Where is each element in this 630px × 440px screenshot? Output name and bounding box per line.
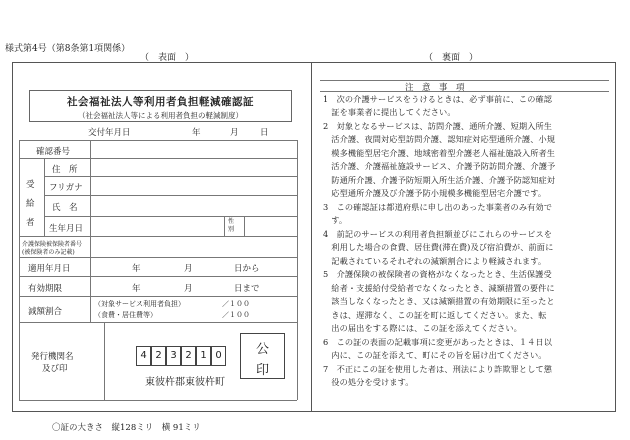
table-line: [19, 400, 297, 401]
table-line: [297, 140, 298, 400]
table-line: [19, 140, 297, 141]
table-line: [19, 140, 20, 400]
issuer-name: 東彼杵郡東彼杵町: [145, 377, 225, 388]
card-center-divider: [311, 62, 312, 412]
sex-label: 性別: [228, 218, 235, 233]
table-line: [19, 276, 297, 277]
furigana-label: フリガナ: [49, 183, 83, 193]
issuer-code-digit: 4: [136, 346, 151, 366]
note-line: 模多機能型居宅介護、地域密着型介護老人福祉施設入所者生: [323, 148, 556, 158]
table-line: [104, 322, 105, 400]
reduction-food-label: （食費・居住費等）: [94, 311, 157, 319]
issuer-code-digit: 2: [181, 346, 196, 366]
apply-year-label: 年: [132, 264, 141, 274]
table-line: [19, 257, 297, 258]
notes-heading-line: [320, 91, 609, 92]
valid-year-label: 年: [132, 284, 141, 294]
note-line: 1 次の介護サービスをうけるときは、必ず事前に、この確認: [323, 94, 553, 104]
reduction-service-label: （対象サービス利用者負担）: [94, 300, 185, 308]
reduction-service-rate: ／１００: [222, 300, 250, 308]
front-side-label: （ 表面 ）: [140, 53, 195, 63]
issuer-code-digit: 2: [151, 346, 166, 366]
insured-number-label: 介護保険被保険者番号: [22, 241, 83, 248]
note-line: 活介護、介護福祉施設サービス、介護予防訪問介護、介護予: [323, 161, 556, 171]
note-line: 3 この確認証は都道府県に申し出のあった事業者のみ有効で: [323, 202, 552, 212]
note-line: 防通所介護、介護予防短期入所生活介護、介護予防認知症対: [323, 175, 556, 185]
note-line: きは、遅滞なく、この証を町に返してください。また、転: [323, 310, 547, 320]
back-side-label: （ 裏面 ）: [424, 53, 479, 63]
note-line: す。: [323, 215, 348, 225]
table-line: [44, 216, 297, 217]
note-line: 2 対象となるサービスは、訪問介護、通所介護、短期入所生: [323, 121, 553, 131]
note-line: 記載されているそれぞれの減額割合により軽減されます。: [323, 256, 547, 266]
note-line: 役の処分を受けます。: [323, 377, 414, 387]
table-line: [244, 216, 245, 236]
notes-heading: 注 意 事 項: [405, 83, 465, 93]
table-line: [19, 322, 297, 323]
note-line: 内に、この証を添えて、町にその旨を届け出てください。: [323, 350, 547, 360]
table-line: [19, 236, 297, 237]
valid-month-label: 月: [184, 284, 193, 294]
insured-number-note: (被保険者のみ記載): [22, 249, 75, 256]
recipient-label: 受給者: [26, 180, 35, 228]
reduction-rate-label: 減額割合: [28, 307, 63, 317]
card-title: 社会福祉法人等利用者負担軽減確認証: [67, 96, 254, 108]
official-seal-box: [240, 333, 285, 379]
note-line: 出の届出をする際には、この証を添えてください。: [323, 323, 522, 333]
form-number-label: 様式第4号（第8条第1項関係）: [5, 44, 131, 54]
note-line: 6 この証の表面の記載事項に変更があったときは、１４日以: [323, 337, 552, 347]
table-line: [44, 176, 297, 177]
seal-char: 公: [255, 342, 269, 357]
issue-date-label: 交付年月日: [88, 128, 131, 138]
note-line: 該当しなくなったとき、又は減額措置の有効期限に至ったと: [323, 296, 555, 306]
table-line: [44, 158, 45, 236]
table-line: [224, 216, 225, 236]
confirmation-number-label: 確認番号: [36, 147, 71, 157]
note-line: 給者・支援給付受給者でなくなったとき、減額措置の要件に: [323, 283, 555, 293]
valid-until-label: 日まで: [234, 284, 260, 294]
note-line: 活介護、夜間対応型訪問介護、認知症対応型通所介護、小規: [323, 134, 556, 144]
note-line: 証を事業者に提出してください。: [323, 107, 456, 117]
issuer-code-digit: 1: [196, 346, 211, 366]
table-line: [19, 296, 297, 297]
seal-char: 印: [255, 363, 269, 378]
issuer-seal-label: 及び印: [42, 364, 68, 374]
issuer-code-digit: 3: [166, 346, 181, 366]
valid-period-label: 有効期限: [28, 284, 63, 294]
card-title-box: [29, 90, 292, 122]
address-label: 住 所: [52, 165, 78, 175]
card-size-note: 〇証の大きさ 縦128ミリ 横 91ミリ: [52, 423, 201, 433]
birth-date-label: 生年月日: [49, 224, 84, 234]
issuer-label: 発行機関名: [31, 352, 74, 362]
table-line: [44, 195, 297, 196]
note-line: 応型通所介護及び介護予防小規模多機能型居宅介護です。: [323, 188, 547, 198]
note-line: 利用した場合の食費、居住費(滞在費)及び宿泊費が、前面に: [323, 242, 554, 252]
note-line: 4 前記のサービスの利用者負担額並びにこれらのサービスを: [323, 229, 553, 239]
card-subtitle: （社会福祉法人等による利用者負担の軽減制度）: [78, 111, 243, 120]
issue-day-label: 日: [260, 128, 269, 138]
note-line: 5 介護保険の被保険者の資格がなくなったとき、生活保護受: [323, 269, 552, 279]
table-line: [90, 140, 91, 322]
apply-month-label: 月: [184, 264, 193, 274]
issuer-code-digit: 0: [211, 346, 226, 366]
issue-year-label: 年: [192, 128, 201, 138]
apply-date-label: 適用年月日: [28, 264, 71, 274]
name-label: 氏 名: [52, 203, 78, 213]
issue-month-label: 月: [230, 128, 239, 138]
note-line: 7 不正にこの証を使用した者は、刑法により詐欺罪として懲: [323, 364, 553, 374]
reduction-food-rate: ／１００: [222, 311, 250, 319]
table-line: [19, 158, 297, 159]
apply-from-label: 日から: [234, 264, 260, 274]
